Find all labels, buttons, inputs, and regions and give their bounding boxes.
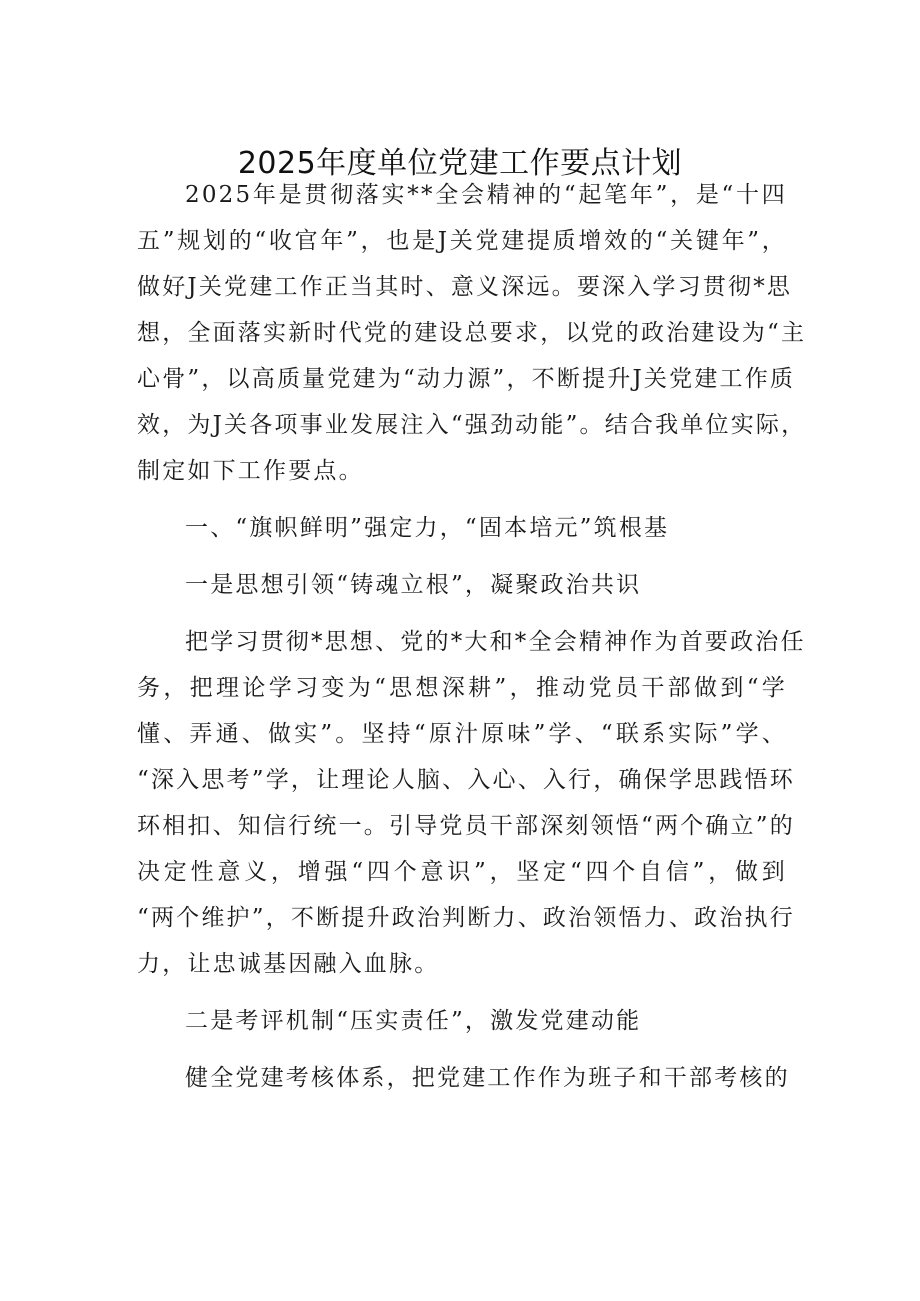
section-heading: 一、“旗帜鲜明”强定力，“固本培元”筑根基 [185,515,670,541]
body-line: 懂、弄通、做实”。坚持“原汁原味”学、“联系实际”学、 [137,721,787,747]
body-line: 环相扣、知信行统一。引导党员干部深刻领悟“两个确立”的 [137,813,795,839]
body-line: “两个维护”，不断提升政治判断力、政治领悟力、政治执行 [137,905,795,931]
body-line: 决定性意义，增强“四个意识”，坚定“四个自信”，做到 [137,859,787,885]
intro-line: 想，全面落实新时代党的建设总要求，以党的政治建设为“主 [137,320,807,346]
body-line: 力，让忠诚基因融入血脉。 [137,951,440,977]
body-line: “深入思考”学，让理论人脑、入心、入行，确保学思践悟环 [137,767,795,793]
subsection-heading: 一是思想引领“铸魂立根”，凝聚政治共识 [185,572,642,598]
intro-line: 制定如下工作要点。 [137,458,364,484]
subsection-heading: 二是考评机制“压实责任”，激发党建动能 [185,1008,642,1034]
intro-line: 效，为J关各项事业发展注入“强劲动能”。结合我单位实际， [137,412,807,438]
body-line: 健全党建考核体系，把党建工作作为班子和干部考核的 [185,1065,790,1091]
intro-line: 做好J关党建工作正当其时、意义深远。要深入学习贯彻*思 [137,274,793,300]
body-line: 把学习贯彻*思想、党的*大和*全会精神作为首要政治任 [185,629,806,655]
intro-line: 五”规划的“收官年”，也是J关党建提质增效的“关键年”， [137,228,787,254]
body-line: 务，把理论学习变为“思想深耕”，推动党员干部做到“学 [137,675,787,701]
intro-line: 2025年是贯彻落实**全会精神的“起笔年”，是“十四 [185,182,787,208]
document-title: 2025年度单位党建工作要点计划 [237,146,683,181]
intro-line: 心骨”，以高质量党建为“动力源”，不断提升J关党建工作质 [137,366,796,392]
